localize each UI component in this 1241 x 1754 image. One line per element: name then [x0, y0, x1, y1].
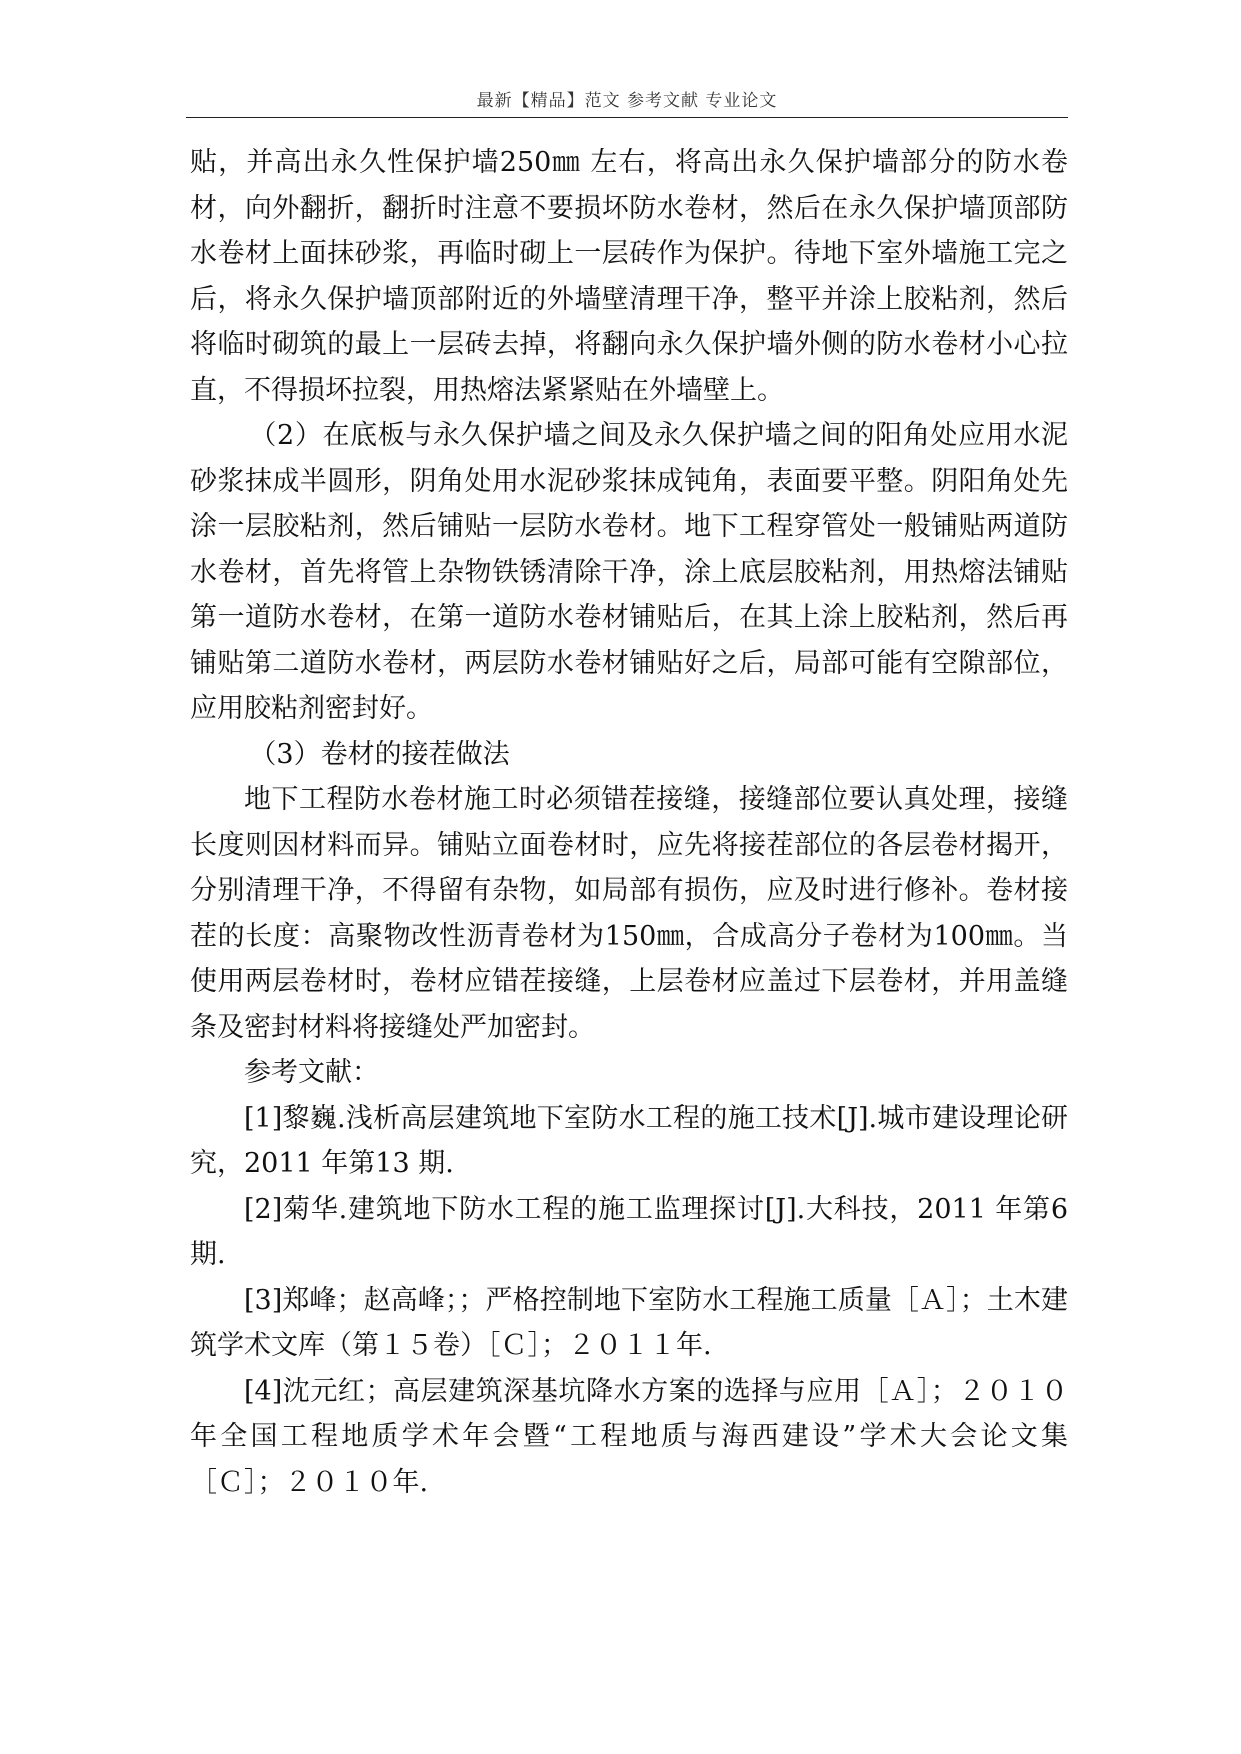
reference-item: [1]黎巍.浅析高层建筑地下室防水工程的施工技术[J].城市建设理论研究，2011 年第13 期.	[190, 1102, 1068, 1179]
paragraph-item-2: （2）在底板与永久保护墙之间及永久保护墙之间的阳角处应用水泥砂浆抹成半圆形，阴角处用水泥砂浆抹成钝角，表面要平整。阴阳角处先涂一层胶粘剂，然后铺贴一层防水卷材。地下工程穿管处一般铺贴两道防水卷材，首先将管上杂物铁锈清除干净，涂上底层胶粘剂，用热熔法铺贴第一道防水卷材，在第一道防水卷材铺贴后，在其上涂上胶粘剂，然后再铺贴第二道防水卷材，两层防水卷材铺贴好之后，局部可能有空隙部位，应用胶粘剂密封好。	[190, 420, 1068, 724]
reference-item: [3]郑峰；赵高峰；；严格控制地下室防水工程施工质量［Ａ］；土木建筑学术文库（第１５卷）［Ｃ］；２０１１年.	[190, 1284, 1068, 1361]
references-heading: 参考文献：	[244, 1057, 379, 1088]
subheading-item-3: （3）卷材的接茬做法	[249, 738, 510, 770]
reference-item: [4]沈元红；高层建筑深基坑降水方案的选择与应用［Ａ］；２０１０年全国工程地质学术年会暨“工程地质与海西建设”学术大会论文集［Ｃ］；２０１０年.	[190, 1375, 1068, 1498]
page-header: 最新【精品】范文 参考文献 专业论文	[476, 91, 778, 111]
document-body	[190, 140, 1068, 1505]
header-divider	[186, 117, 1068, 118]
reference-item: [2]菊华.建筑地下防水工程的施工监理探讨[J].大科技，2011 年第6 期.	[190, 1193, 1068, 1270]
paragraph-joint-method: 地下工程防水卷材施工时必须错茬接缝，接缝部位要认真处理，接缝长度则因材料而异。铺贴立面卷材时，应先将接茬部位的各层卷材揭开，分别清理干净，不得留有杂物，如局部有损伤，应及时进行修补。卷材接茬的长度：高聚物改性沥青卷材为150㎜，合成高分子卷材为100㎜。当使用两层卷材时，卷材应错茬接缝，上层卷材应盖过下层卷材，并用盖缝条及密封材料将接缝处严加密封。	[190, 784, 1068, 1043]
paragraph-continuation: 贴，并高出永久性保护墙250㎜ 左右，将高出永久保护墙部分的防水卷材，向外翻折，翻折时注意不要损坏防水卷材，然后在永久保护墙顶部防水卷材上面抹砂浆，再临时砌上一层砖作为保护。待地下室外墙施工完之后，将永久保护墙顶部附近的外墙壁清理干净，整平并涂上胶粘剂，然后将临时砌筑的最上一层砖去掉，将翻向永久保护墙外侧的防水卷材小心拉直，不得损坏拉裂，用热熔法紧紧贴在外墙壁上。	[190, 147, 1068, 406]
